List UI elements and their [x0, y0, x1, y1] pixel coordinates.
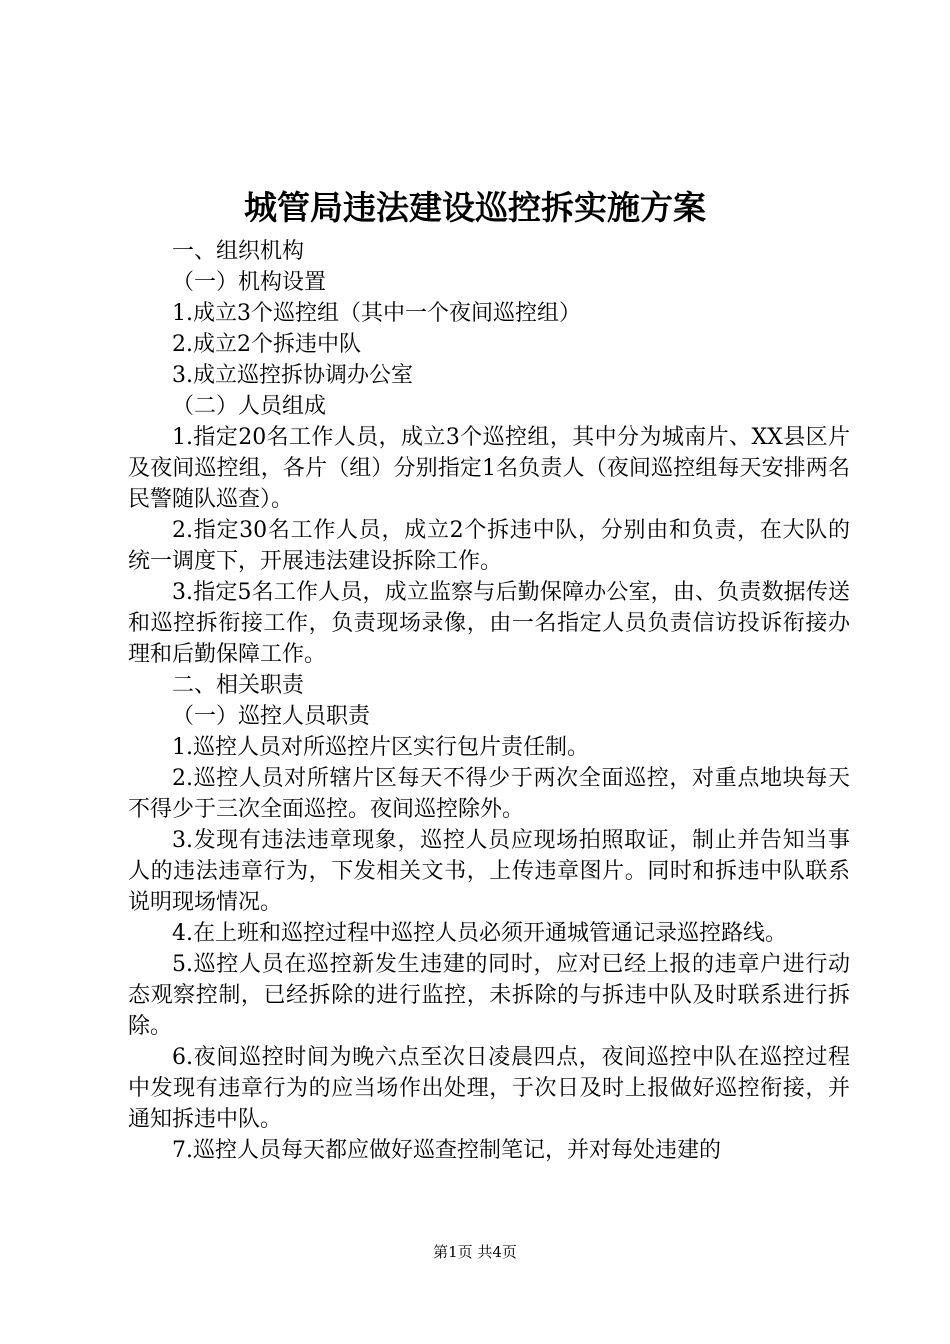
paragraph: 2.成立2个拆违中队 [172, 332, 361, 357]
paragraph: 5.巡控人员在巡控新发生违建的同时，应对已经上报的违章户进行动态观察控制，已经拆除的进行监控，未拆除的与拆违中队及时联系进行拆除。 [128, 952, 850, 1039]
paragraph: 一、组织机构 [172, 239, 305, 264]
paragraph: 二、相关职责 [172, 673, 305, 698]
paragraph: 2.指定30名工作人员，成立2个拆违中队，分别由和负责，在大队的统一调度下，开展违法建设拆除工作。 [128, 518, 850, 574]
paragraph: （二）人员组成 [172, 394, 327, 419]
paragraph: 3.发现有违法违章现象，巡控人员应现场拍照取证，制止并告知当事人的违法违章行为，下发相关文书，上传违章图片。同时和拆违中队联系说明现场情况。 [128, 828, 850, 915]
paragraph: （一）巡控人员职责 [172, 704, 371, 729]
paragraph: 3.指定5名工作人员，成立监察与后勤保障办公室，由、负责数据传送和巡控拆衔接工作，负责现场录像，由一名指定人员负责信访投诉衔接办理和后勤保障工作。 [128, 580, 850, 667]
paragraph: 4.在上班和巡控过程中巡控人员必须开通城管通记录巡控路线。 [172, 921, 787, 946]
paragraph: 1.巡控人员对所巡控片区实行包片责任制。 [172, 735, 589, 760]
page-number-footer: 第1页 共4页 [433, 1243, 517, 1261]
paragraph: 2.巡控人员对所辖片区每天不得少于两次全面巡控，对重点地块每天不得少于三次全面巡控。夜间巡控除外。 [128, 766, 850, 822]
document-body [128, 236, 850, 1166]
paragraph: （一）机构设置 [172, 270, 327, 295]
paragraph: 1.成立3个巡控组（其中一个夜间巡控组） [172, 301, 581, 326]
paragraph: 6.夜间巡控时间为晚六点至次日凌晨四点，夜间巡控中队在巡控过程中发现有违章行为的应当场作出处理，于次日及时上报做好巡控衔接，并通知拆违中队。 [128, 1045, 850, 1132]
paragraph: 1.指定20名工作人员，成立3个巡控组，其中分为城南片、XX县区片及夜间巡控组，各片（组）分别指定1名负责人（夜间巡控组每天安排两名民警随队巡查）。 [128, 425, 850, 512]
paragraph: 7.巡控人员每天都应做好巡查控制笔记，并对每处违建的 [172, 1138, 721, 1163]
paragraph: 3.成立巡控拆协调办公室 [172, 363, 413, 388]
document-title: 城管局违法建设巡控拆实施方案 [244, 188, 706, 227]
